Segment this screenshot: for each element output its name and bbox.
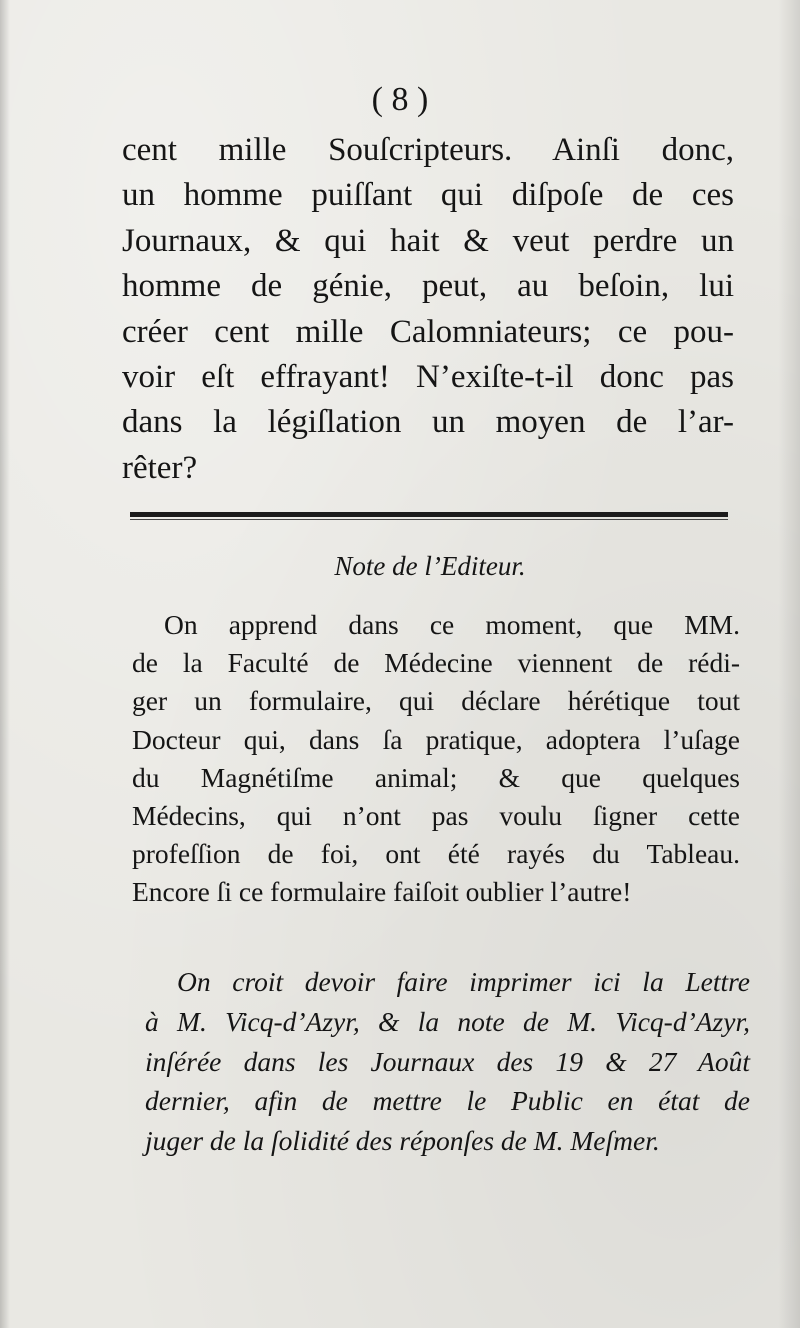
text-line: On croit devoir faire imprimer ici la Lettre [177,966,750,997]
page-number: ( 8 ) [371,81,429,118]
text-line: juger de la ſolidité des réponſes de M. Meſmer. [145,1125,660,1157]
text-line: rêter? [122,449,198,486]
text-line: de la Faculté de Médecine viennent de rédi- [132,647,740,679]
text-line: un homme puiſſant qui diſpoſe de ces [122,177,734,214]
text-line: dans la légiſlation un moyen de l’ar- [122,404,734,441]
text-line: profeſſion de foi, ont été rayés du Tableau. [132,838,740,870]
text-line: inſérée dans les Journaux des 19 & 27 Août [145,1045,750,1077]
editor-note-paragraph [132,606,740,912]
main-paragraph [122,128,734,491]
text-line: dernier, afin de mettre le Public en état de [145,1085,750,1117]
text-line: créer cent mille Calomniateurs; ce pou- [122,313,734,350]
text-line: Encore ſi ce formulaire faiſoit oublier l’autre! [132,876,632,908]
text-line: homme de génie, peut, au beſoin, lui [122,268,734,305]
section-divider-thick [130,512,728,517]
text-line: voir eſt effrayant! N’exiſte-t-il donc pas [122,359,734,396]
text-line: du Magnétiſme animal; & que quelques [132,761,740,793]
text-line: cent mille Souſcripteurs. Ainſi donc, [122,132,734,168]
text-line: à M. Vicq-d’Azyr, & la note de M. Vicq-d’Azyr, [145,1005,750,1037]
text-line: ger un formulaire, qui déclare hérétique tout [132,685,740,717]
note-heading: Note de l’Editeur. [334,551,526,581]
text-line: On apprend dans ce moment, que MM. [164,609,740,640]
text-line: Docteur qui, dans ſa pratique, adoptera l’uſage [132,723,740,755]
section-divider-thin [130,519,728,520]
text-line: Journaux, & qui hait & veut perdre un [122,222,734,259]
text-line: Médecins, qui n’ont pas voulu ſigner cette [132,800,740,832]
closing-italic-paragraph [145,962,750,1161]
